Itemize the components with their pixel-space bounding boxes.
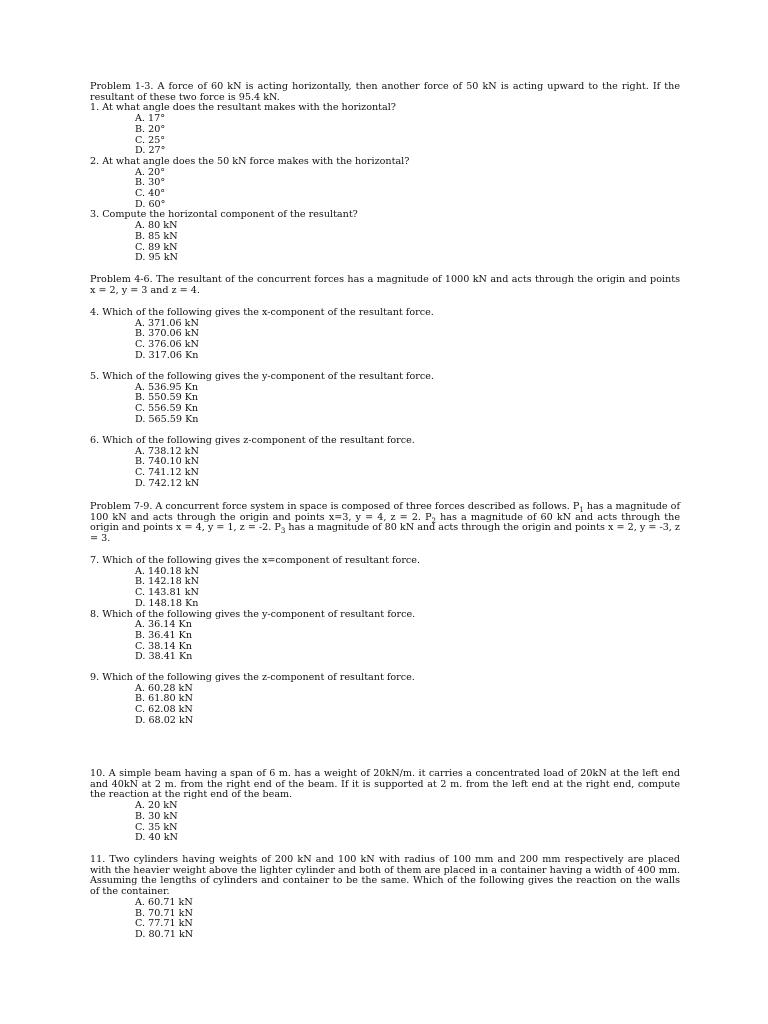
question-11: 11. Two cylinders having weights of 200 kN and 100 kN with radius of 100 mm and 200 mm respectively are placed with the heavier weight above the lighter cylinder and both of them are placed in a container having a width of 400 mm. Assuming the lengths of cylinders and container to be the same. Which of the following gives the reaction on the walls of the container. <box>90 854 680 898</box>
choice-b: B. 370.06 kN <box>135 328 199 340</box>
subscript-3: 3 <box>280 527 286 536</box>
problem-intro: Problem 4-6. The resultant of the concurrent forces has a magnitude of 1000 kN and acts through the origin and points x = 2, y = 3 and z = 4. <box>90 274 680 296</box>
question-7-8-block <box>90 556 680 663</box>
choice-a: A. 20 kN <box>135 800 178 812</box>
choice-d: D. 27° <box>135 145 166 157</box>
choice-b: B. 142.18 kN <box>135 576 199 588</box>
choice-d: D. 148.18 Kn <box>135 597 199 609</box>
choice-c: C. 143.81 kN <box>135 587 199 599</box>
question-2: 2. At what angle does the 50 kN force makes with the horizontal? <box>90 155 410 167</box>
question-6-block <box>90 436 680 490</box>
choice-c: C. 89 kN <box>135 241 178 253</box>
choice-c: C. 741.12 kN <box>135 467 199 479</box>
choice-b: B. 36.41 Kn <box>135 629 193 641</box>
choices-q7 <box>90 567 680 610</box>
choice-b: B. 550.59 Kn <box>135 392 199 404</box>
choice-a: A. 371.06 kN <box>135 317 199 329</box>
choices-q3 <box>90 221 680 264</box>
choices-q5 <box>90 383 680 426</box>
choice-a: A. 80 kN <box>135 220 178 232</box>
question-6: 6. Which of the following gives z-component of the resultant force. <box>90 435 415 446</box>
choices-q2 <box>90 168 680 211</box>
choice-c: C. 35 kN <box>135 821 178 833</box>
problem-intro: Problem 7-9. A concurrent force system in space is composed of three forces described as follows. $P_1$ has a magnitude of 100 kN and acts through the origin and points x=3, y = 4, z = 2. $P_2$ has a magnitude of 60 kN and acts through the origin and points x = 4, y = 1, z = -2. $P_3$ has a magnitude of 80 kN and acts through the origin and points x = 2, y = -3, z = 3. <box>90 501 681 545</box>
question-10: 10. A simple beam having a span of 6 m. has a weight of 20kN/m. it carries a concentrated load of 20kN at the left end and 40kN at 2 m. from the right end of the beam. If it is supported at 2 m. from the left end at the right end, compute the reaction at the right end of the beam. <box>90 768 680 801</box>
choice-b: B. 70.71 kN <box>135 907 193 919</box>
question-7: 7. Which of the following gives the x=component of resultant force. <box>90 555 421 566</box>
choice-c: C. 62.08 kN <box>135 704 193 716</box>
choice-d: D. 317.06 Kn <box>135 349 199 361</box>
choice-d: D. 95 kN <box>135 252 178 264</box>
choice-b: B. 61.80 kN <box>135 693 193 705</box>
choice-c: C. 77.71 kN <box>135 918 193 930</box>
choice-b: B. 740.10 kN <box>135 456 199 468</box>
choices-q10 <box>90 801 680 844</box>
question-1: 1. At what angle does the resultant makes with the horizontal? <box>90 102 396 114</box>
choice-a: A. 60.71 kN <box>135 896 193 908</box>
problem-10 <box>90 769 680 844</box>
choice-b: B. 30 kN <box>135 810 178 822</box>
choice-d: D. 565.59 Kn <box>135 413 199 425</box>
subscript-1: 1 <box>579 505 584 514</box>
choice-a: A. 20° <box>135 166 166 178</box>
choice-d: D. 742.12 kN <box>135 477 200 489</box>
problem-intro: Problem 1-3. A force of 60 kN is acting horizontally, then another force of 50 kN is acting upward to the right. If the resultant of these two force is 95.4 kN. <box>90 81 680 103</box>
choice-c: C. 40° <box>135 188 166 200</box>
choices-q9 <box>90 684 680 727</box>
choice-b: B. 30° <box>135 177 166 189</box>
choice-a: A. 17° <box>135 113 166 125</box>
question-8: 8. Which of the following gives the y-component of resultant force. <box>90 608 416 620</box>
choices-q4 <box>90 319 680 362</box>
choice-c: C. 556.59 Kn <box>135 403 199 415</box>
choices-q8 <box>90 620 680 663</box>
choice-c: C. 376.06 kN <box>135 339 199 351</box>
choice-b: B. 20° <box>135 123 166 135</box>
problem-7-9 <box>90 502 680 545</box>
question-9-block <box>90 673 680 727</box>
choice-a: A. 536.95 Kn <box>135 381 198 393</box>
choice-a: A. 140.18 kN <box>135 565 199 577</box>
choice-d: D. 38.41 Kn <box>135 651 193 663</box>
problem-4-6 <box>90 275 680 296</box>
choice-a: A. 738.12 kN <box>135 445 199 457</box>
choice-c: C. 25° <box>135 134 166 146</box>
choice-c: C. 38.14 Kn <box>135 640 192 652</box>
choice-d: D. 60° <box>135 198 166 210</box>
problem-11 <box>90 855 680 941</box>
choice-d: D. 80.71 kN <box>135 928 194 940</box>
question-3: 3. Compute the horizontal component of the resultant? <box>90 209 358 221</box>
choices-q6 <box>90 447 680 490</box>
question-5-block <box>90 372 680 426</box>
subscript-2: 2 <box>431 516 437 525</box>
choices-q11 <box>90 898 680 941</box>
question-4-block <box>90 308 680 362</box>
question-5: 5. Which of the following gives the y-component of the resultant force. <box>90 371 434 382</box>
choice-a: A. 36.14 Kn <box>135 619 192 631</box>
problem-1-3 <box>90 82 680 264</box>
choice-d: D. 40 kN <box>135 832 178 844</box>
question-9: 9. Which of the following gives the z-component of resultant force. <box>90 672 415 683</box>
choice-b: B. 85 kN <box>135 230 178 242</box>
question-4: 4. Which of the following gives the x-component of the resultant force. <box>90 307 434 318</box>
choice-a: A. 60.28 kN <box>135 682 193 694</box>
choice-d: D. 68.02 kN <box>135 714 194 726</box>
choices-q1 <box>90 114 680 157</box>
